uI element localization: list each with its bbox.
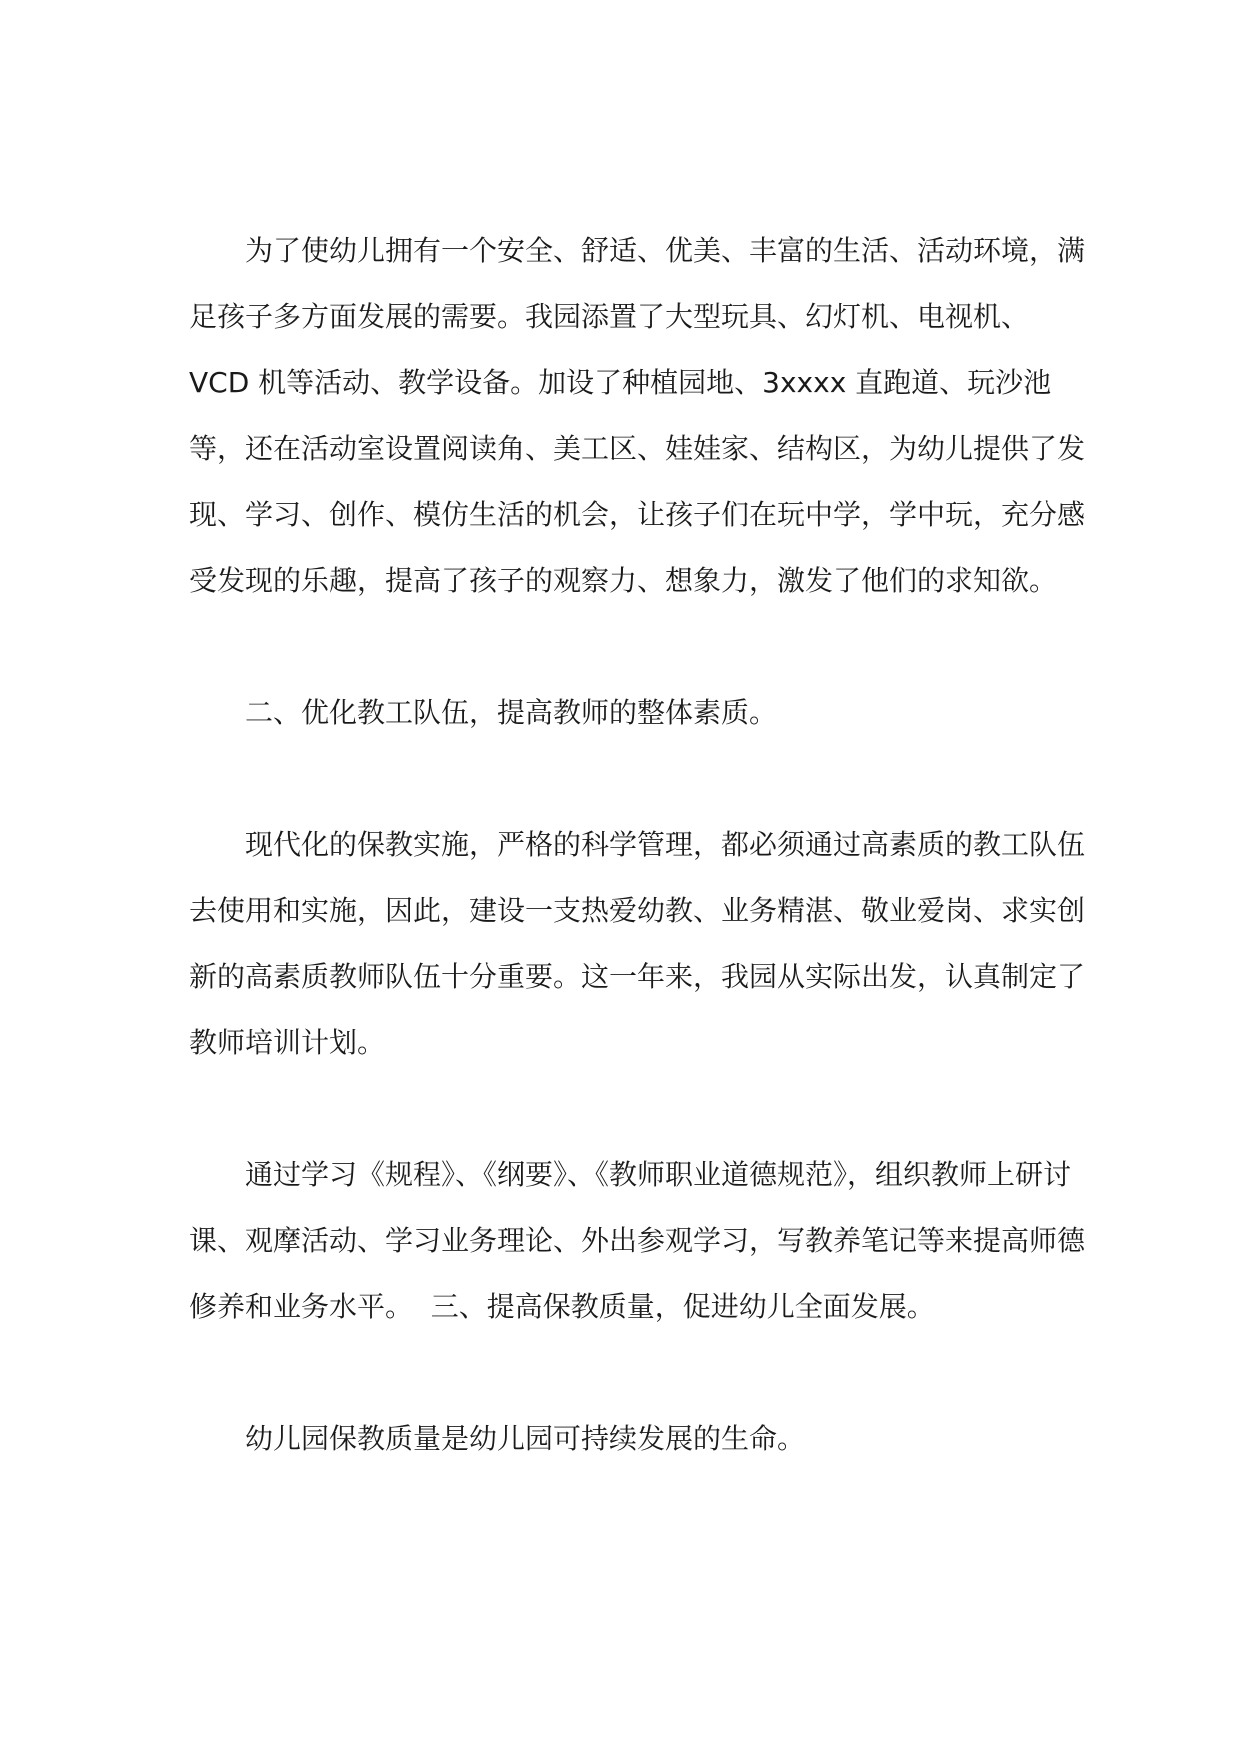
paragraph-gap bbox=[189, 1076, 1089, 1142]
paragraph-gap bbox=[189, 614, 1089, 680]
paragraph-teacher-team: 现代化的保教实施，严格的科学管理，都必须通过高素质的教工队伍去使用和实施，因此，建设一支热爱幼教、业务精湛、敬业爱岗、求实创新的高素质教师队伍十分重要。这一年来，我园从实际出发，认真制定了教师培训计划。 bbox=[189, 828, 1086, 1059]
paragraph-gap bbox=[189, 1340, 1089, 1406]
document-body bbox=[189, 218, 1089, 1472]
paragraph-quality: 幼儿园保教质量是幼儿园可持续发展的生命。 bbox=[245, 1422, 806, 1455]
section-heading-teachers: 二、优化教工队伍，提高教师的整体素质。 bbox=[245, 696, 778, 729]
paragraph-training: 通过学习《规程》、《纲要》、《教师职业道德规范》，组织教师上研讨课、观摩活动、学习业务理论、外出参观学习，写教养笔记等来提高师德修养和业务水平。 三、提高保教质量，促进幼儿全面发展。 bbox=[189, 1158, 1086, 1323]
paragraph-environment: 为了使幼儿拥有一个安全、舒适、优美、丰富的生活、活动环境，满足孩子多方面发展的需要。我园添置了大型玩具、幻灯机、电视机、VCD 机等活动、教学设备。加设了种植园地、3xxxx 直跑道、玩沙池等，还在活动室设置阅读角、美工区、娃娃家、结构区，为幼儿提供了发现、学习、创作、模仿生活的机会，让孩子们在玩中学，学中玩，充分感受发现的乐趣，提高了孩子的观察力、想象力，激发了他们的求知欲。 bbox=[189, 234, 1086, 597]
paragraph-gap bbox=[189, 746, 1089, 812]
